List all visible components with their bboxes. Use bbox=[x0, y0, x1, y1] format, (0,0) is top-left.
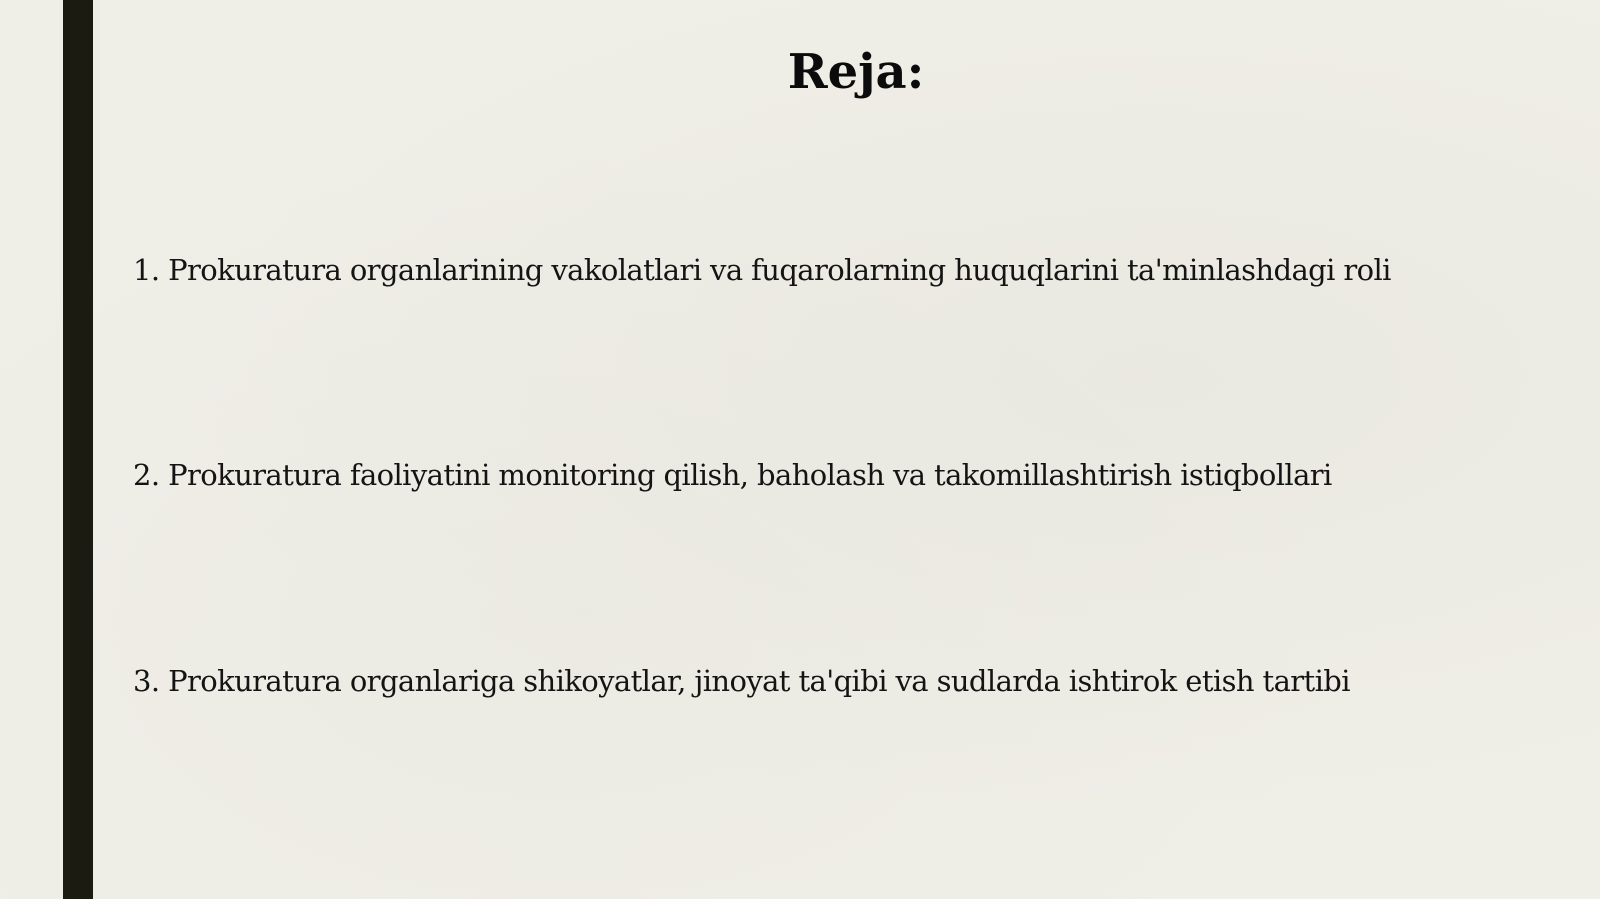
plan-item-2: 2. Prokuratura faoliyatini monitoring qilish, baholash va takomillashtirish istiqbollari bbox=[133, 458, 1332, 492]
slide-title: Reja: bbox=[787, 44, 925, 100]
left-accent-bar bbox=[63, 0, 93, 899]
plan-item-1: 1. Prokuratura organlarining vakolatlari va fuqarolarning huquqlarini ta'minlashdagi roli bbox=[133, 253, 1391, 287]
plan-item-3: 3. Prokuratura organlariga shikoyatlar, jinoyat ta'qibi va sudlarda ishtirok etish tartibi bbox=[133, 664, 1350, 698]
